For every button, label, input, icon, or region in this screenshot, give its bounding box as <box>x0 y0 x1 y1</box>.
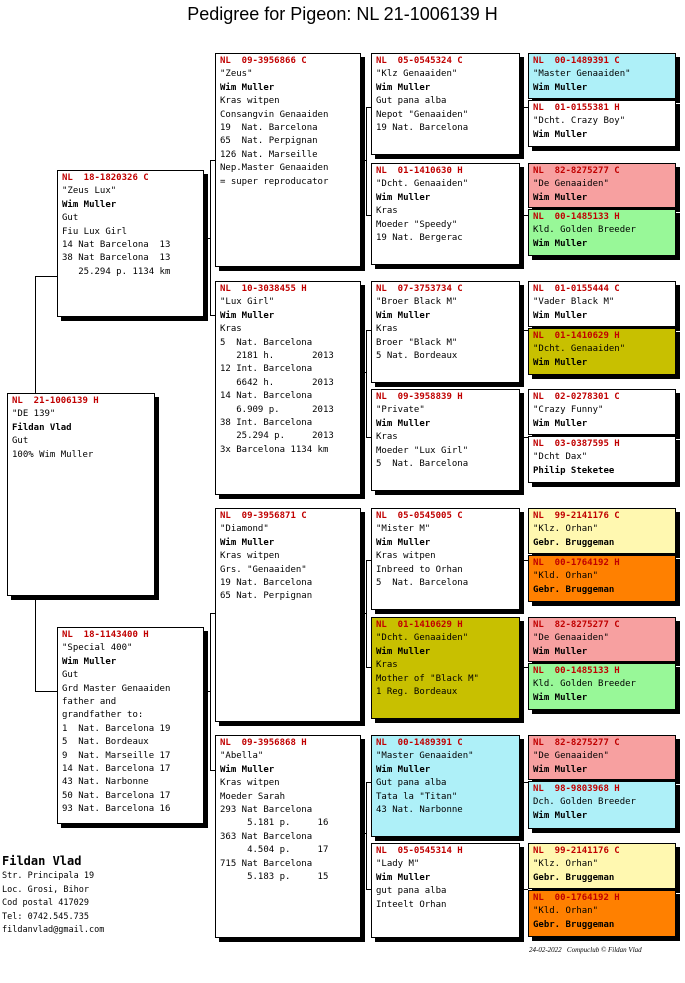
pigeon-card-sds <box>371 281 520 383</box>
pigeon-info-line: 19 Nat. Barcelona <box>376 122 469 133</box>
pigeon-info-line: 14 Nat. Barcelona <box>220 391 313 402</box>
pigeon-breeder: Wim Muller <box>62 656 117 667</box>
pigeon-info-line: 5 Nat. Barcelona <box>376 577 469 588</box>
pigeon-name: "Dcht. Crazy Boy" <box>533 116 626 127</box>
pigeon-card-g11 <box>528 617 676 662</box>
pigeon-info-line: 5.181 p. 16 <box>220 818 329 829</box>
pigeon-info-line: 14 Nat. Barcelona 17 <box>62 763 171 774</box>
pigeon-breeder: Wim Muller <box>533 310 588 321</box>
pigeon-info-line: 25.294 p. 2013 <box>220 431 334 442</box>
pigeon-info-line: 50 Nat. Barcelona 17 <box>62 790 171 801</box>
pigeon-name: "Mister M" <box>376 524 431 535</box>
pigeon-info-line: Kras <box>220 324 242 335</box>
pigeon-breeder: Gebr. Bruggeman <box>533 919 615 930</box>
pigeon-name: "Dcht. Genaaiden" <box>376 633 469 644</box>
pigeon-card-g9 <box>528 508 676 554</box>
owner-info <box>2 852 104 938</box>
pigeon-info-line: 6642 h. 2013 <box>220 377 334 388</box>
pigeon-name: "Master Genaaiden" <box>533 69 631 80</box>
pigeon-info-line: Fiu Lux Girl <box>62 226 128 237</box>
pigeon-card-g13 <box>528 735 676 780</box>
pigeon-breeder: Wim Muller <box>376 192 431 203</box>
pigeon-info-line: Broer "Black M" <box>376 337 458 348</box>
pigeon-breeder: Wim Muller <box>62 199 117 210</box>
pigeon-info-line: 14 Nat Barcelona 13 <box>62 239 171 250</box>
ring-number: NL 82-8275277 C <box>533 620 620 630</box>
pigeon-info-line: Moeder "Speedy" <box>376 219 458 230</box>
pigeon-name: "Broer Black M" <box>376 297 458 308</box>
pigeon-info-line: 126 Nat. Marseille <box>220 149 318 160</box>
pigeon-name: "Klz Genaaiden" <box>376 69 458 80</box>
pigeon-info-line: 5 Nat. Barcelona <box>220 337 313 348</box>
pigeon-breeder: Wim Muller <box>220 310 275 321</box>
pigeon-info-line: 5.183 p. 15 <box>220 871 329 882</box>
pigeon-name: "Vader Black M" <box>533 297 615 308</box>
pigeon-card-g7 <box>528 389 676 435</box>
pigeon-card-g3 <box>528 163 676 208</box>
pigeon-breeder: Gebr. Bruggeman <box>533 872 615 883</box>
pigeon-breeder: Wim Muller <box>533 764 588 775</box>
pigeon-info-line: Moeder "Lux Girl" <box>376 445 469 456</box>
pigeon-info-line: Consangvin Genaaiden <box>220 109 329 120</box>
ring-number: NL 09-3956866 C <box>220 56 307 66</box>
pigeon-name: "Abella" <box>220 751 264 762</box>
footer-credit: 24-02-2022 Compuclub © Fildan Vlad <box>529 946 642 954</box>
pigeon-breeder: Wim Muller <box>533 192 588 203</box>
ring-number: NL 18-1143400 H <box>62 630 149 640</box>
pigeon-name: "Lux Girl" <box>220 297 275 308</box>
pigeon-info-line: Gut pana alba <box>376 96 447 107</box>
pigeon-info-line: Gut <box>12 436 29 447</box>
pigeon-breeder: Wim Muller <box>533 646 588 657</box>
pigeon-card-g10 <box>528 555 676 602</box>
page-title: Pedigree for Pigeon: NL 21-1006139 H <box>187 4 498 24</box>
pigeon-name: "De Genaaiden" <box>533 179 609 190</box>
pigeon-card-subject <box>7 393 155 596</box>
pigeon-name: Kld. Golden Breeder <box>533 679 636 690</box>
pigeon-breeder: Fildan Vlad <box>12 422 72 433</box>
pigeon-info-line: 19 Nat. Barcelona <box>220 122 318 133</box>
pigeon-info-line: Kras <box>376 206 398 217</box>
pigeon-info-line: Kras witpen <box>220 96 280 107</box>
pigeon-breeder: Wim Muller <box>376 310 431 321</box>
pigeon-info-line: 43 Nat. Narbonne <box>376 804 463 815</box>
pigeon-info-line: Inteelt Orhan <box>376 899 447 910</box>
pigeon-info-line: 6.909 p. 2013 <box>220 404 334 415</box>
pigeon-breeder: Wim Muller <box>533 418 588 429</box>
pigeon-name: "Dcht Dax" <box>533 452 588 463</box>
ring-number: NL 03-0387595 H <box>533 439 620 449</box>
owner-phone: Tel: 0742.545.735 <box>2 911 89 922</box>
pigeon-card-g5 <box>528 281 676 327</box>
owner-postal-code: Cod postal 417029 <box>2 898 89 908</box>
owner-name: Fildan Vlad <box>2 854 82 868</box>
ring-number: NL 18-1820326 C <box>62 173 149 183</box>
ring-number: NL 09-3956871 C <box>220 511 307 521</box>
owner-address-line: Loc. Grosi, Bihor <box>2 884 89 895</box>
pigeon-name: "Private" <box>376 405 425 416</box>
pigeon-info-line: Mother of "Black M" <box>376 673 479 684</box>
pigeon-info-line: 293 Nat Barcelona <box>220 804 313 815</box>
pigeon-name: "Special 400" <box>62 643 133 654</box>
ring-number: NL 99-2141176 C <box>533 511 620 521</box>
pigeon-name: "Lady M" <box>376 859 420 870</box>
pigeon-info-line: 1 Reg. Bordeaux <box>376 686 458 697</box>
owner-email: fildanvlad@gmail.com <box>2 925 105 935</box>
ring-number: NL 02-0278301 C <box>533 392 620 402</box>
pigeon-name: "Kld. Orhan" <box>533 906 599 917</box>
pigeon-name: "Zeus" <box>220 69 253 80</box>
pigeon-info-line: 38 Nat Barcelona 13 <box>62 253 171 264</box>
pigeon-card-ddd <box>371 843 520 938</box>
ring-number: NL 00-1489391 C <box>533 56 620 66</box>
pigeon-breeder: Wim Muller <box>533 238 588 249</box>
pigeon-info-line: Kras witpen <box>220 551 280 562</box>
pigeon-breeder: Wim Muller <box>220 764 275 775</box>
pigeon-info-line: Kras <box>376 660 398 671</box>
pigeon-card-dsd <box>371 617 520 719</box>
pigeon-info-line: 5 Nat. Barcelona <box>376 458 469 469</box>
ring-number: NL 05-0545005 C <box>376 511 463 521</box>
pigeon-name: "Master Genaaiden" <box>376 751 474 762</box>
pigeon-info-line: 363 Nat Barcelona <box>220 831 313 842</box>
pigeon-breeder: Wim Muller <box>376 646 431 657</box>
pigeon-card-ssd <box>371 163 520 265</box>
pigeon-info-line: 5 Nat. Bordeaux <box>62 737 149 748</box>
pigeon-info-line: 93 Nat. Barcelona 16 <box>62 804 171 815</box>
pigeon-card-dss <box>371 508 520 610</box>
pigeon-card-g8 <box>528 436 676 483</box>
pigeon-info-line: 2181 h. 2013 <box>220 350 334 361</box>
pigeon-breeder: Wim Muller <box>376 418 431 429</box>
pigeon-card-g6 <box>528 328 676 375</box>
ring-number: NL 00-1764192 H <box>533 558 620 568</box>
pigeon-name: "De Genaaiden" <box>533 751 609 762</box>
ring-number: NL 98-9803968 H <box>533 784 620 794</box>
pigeon-info-line: 65 Nat. Perpignan <box>220 136 318 147</box>
pigeon-info-line: Kras <box>376 324 398 335</box>
pigeon-breeder: Wim Muller <box>533 810 588 821</box>
pigeon-name: "Kld. Orhan" <box>533 571 599 582</box>
pigeon-info-line: Gut <box>62 213 79 224</box>
pigeon-info-line: Moeder Sarah <box>220 791 286 802</box>
pigeon-card-g15 <box>528 843 676 889</box>
pigeon-info-line: Kras witpen <box>220 778 280 789</box>
pigeon-name: "Zeus Lux" <box>62 186 117 197</box>
pigeon-name: Dch. Golden Breeder <box>533 797 636 808</box>
pigeon-card-sire-sire <box>215 53 361 267</box>
pigeon-card-sire-dam <box>215 281 361 495</box>
pigeon-info-line: 4.504 p. 17 <box>220 845 329 856</box>
ring-number: NL 01-1410630 H <box>376 166 463 176</box>
pigeon-card-sire <box>57 170 204 317</box>
ring-number: NL 05-0545314 H <box>376 846 463 856</box>
pigeon-card-sdd <box>371 389 520 491</box>
pigeon-info-line: Gut pana alba <box>376 778 447 789</box>
pigeon-info-line: 25.294 p. 1134 km <box>62 266 171 277</box>
ring-number: NL 00-1485133 H <box>533 666 620 676</box>
pigeon-name: "De Genaaiden" <box>533 633 609 644</box>
pigeon-breeder: Wim Muller <box>533 82 588 93</box>
pigeon-info-line: 9 Nat. Marseille 17 <box>62 750 171 761</box>
ring-number: NL 07-3753734 C <box>376 284 463 294</box>
owner-address-line: Str. Principala 19 <box>2 871 95 881</box>
pigeon-info-line: Nep.Master Genaaiden <box>220 163 329 174</box>
pigeon-info-line: Kras witpen <box>376 551 436 562</box>
pigeon-breeder: Wim Muller <box>376 537 431 548</box>
pigeon-info-line: Nepot "Genaaiden" <box>376 109 469 120</box>
pigeon-info-line: 100% Wim Muller <box>12 449 94 460</box>
ring-number: NL 99-2141176 C <box>533 846 620 856</box>
pigeon-breeder: Gebr. Bruggeman <box>533 584 615 595</box>
pigeon-card-dds <box>371 735 520 837</box>
ring-number: NL 82-8275277 C <box>533 738 620 748</box>
ring-number: NL 00-1764192 H <box>533 893 620 903</box>
pigeon-breeder: Wim Muller <box>376 764 431 775</box>
pigeon-info-line: 19 Nat. Barcelona <box>220 577 313 588</box>
pigeon-info-line: gut pana alba <box>376 886 447 897</box>
pigeon-info-line: 715 Nat Barcelona <box>220 858 313 869</box>
pigeon-info-line: 1 Nat. Barcelona 19 <box>62 723 171 734</box>
pigeon-info-line: 3x Barcelona 1134 km <box>220 444 329 455</box>
ring-number: NL 00-1485133 H <box>533 212 620 222</box>
pigeon-info-line: Kras <box>376 432 398 443</box>
ring-number: NL 01-1410629 H <box>376 620 463 630</box>
pigeon-info-line: = super reproducator <box>220 176 329 187</box>
ring-number: NL 05-0545324 C <box>376 56 463 66</box>
pigeon-info-line: Tata la "Titan" <box>376 791 458 802</box>
ring-number: NL 21-1006139 H <box>12 396 99 406</box>
pigeon-info-line: Inbreed to Orhan <box>376 564 463 575</box>
pigeon-name: "DE 139" <box>12 409 56 420</box>
pigeon-card-dam-sire <box>215 508 361 722</box>
pigeon-card-g16 <box>528 890 676 937</box>
pigeon-card-g2 <box>528 100 676 147</box>
ring-number: NL 01-1410629 H <box>533 331 620 341</box>
pigeon-name: "Diamond" <box>220 524 269 535</box>
pigeon-breeder: Wim Muller <box>376 872 431 883</box>
pigeon-breeder: Wim Muller <box>533 129 588 140</box>
pigeon-info-line: 5 Nat. Bordeaux <box>376 350 458 361</box>
pigeon-breeder: Wim Muller <box>220 82 275 93</box>
pigeon-breeder: Wim Muller <box>220 537 275 548</box>
pigeon-info-line: 65 Nat. Perpignan <box>220 591 313 602</box>
pigeon-card-dam-dam <box>215 735 361 938</box>
pigeon-info-line: 19 Nat. Bergerac <box>376 232 463 243</box>
pigeon-info-line: 38 Int. Barcelona <box>220 417 313 428</box>
pigeon-info-line: Grd Master Genaaiden <box>62 683 171 694</box>
pigeon-card-sss <box>371 53 520 155</box>
pigeon-card-g14 <box>528 781 676 829</box>
pigeon-card-g1 <box>528 53 676 99</box>
ring-number: NL 01-0155381 H <box>533 103 620 113</box>
pigeon-card-g4 <box>528 209 676 256</box>
pigeon-breeder: Wim Muller <box>533 357 588 368</box>
pigeon-info-line: father and <box>62 696 117 707</box>
ring-number: NL 09-3956868 H <box>220 738 307 748</box>
pigeon-info-line: Grs. "Genaaiden" <box>220 564 307 575</box>
pigeon-name: Kld. Golden Breeder <box>533 225 636 236</box>
ring-number: NL 01-0155444 C <box>533 284 620 294</box>
pigeon-breeder: Wim Muller <box>376 82 431 93</box>
pigeon-breeder: Gebr. Bruggeman <box>533 537 615 548</box>
pigeon-name: "Crazy Funny" <box>533 405 604 416</box>
pigeon-info-line: 43 Nat. Narbonne <box>62 777 149 788</box>
ring-number: NL 00-1489391 C <box>376 738 463 748</box>
pigeon-info-line: Gut <box>62 670 79 681</box>
pigeon-card-dam <box>57 627 204 824</box>
pigeon-info-line: 12 Int. Barcelona <box>220 364 313 375</box>
ring-number: NL 82-8275277 C <box>533 166 620 176</box>
pigeon-name: "Dcht. Genaaiden" <box>533 344 626 355</box>
ring-number: NL 09-3958839 H <box>376 392 463 402</box>
ring-number: NL 10-3038455 H <box>220 284 307 294</box>
pigeon-breeder: Philip Steketee <box>533 465 615 476</box>
pigeon-info-line: grandfather to: <box>62 710 144 721</box>
pigeon-name: "Klz. Orhan" <box>533 524 599 535</box>
pigeon-name: "Dcht. Genaaiden" <box>376 179 469 190</box>
pigeon-breeder: Wim Muller <box>533 692 588 703</box>
pigeon-name: "Klz. Orhan" <box>533 859 599 870</box>
pigeon-card-g12 <box>528 663 676 710</box>
